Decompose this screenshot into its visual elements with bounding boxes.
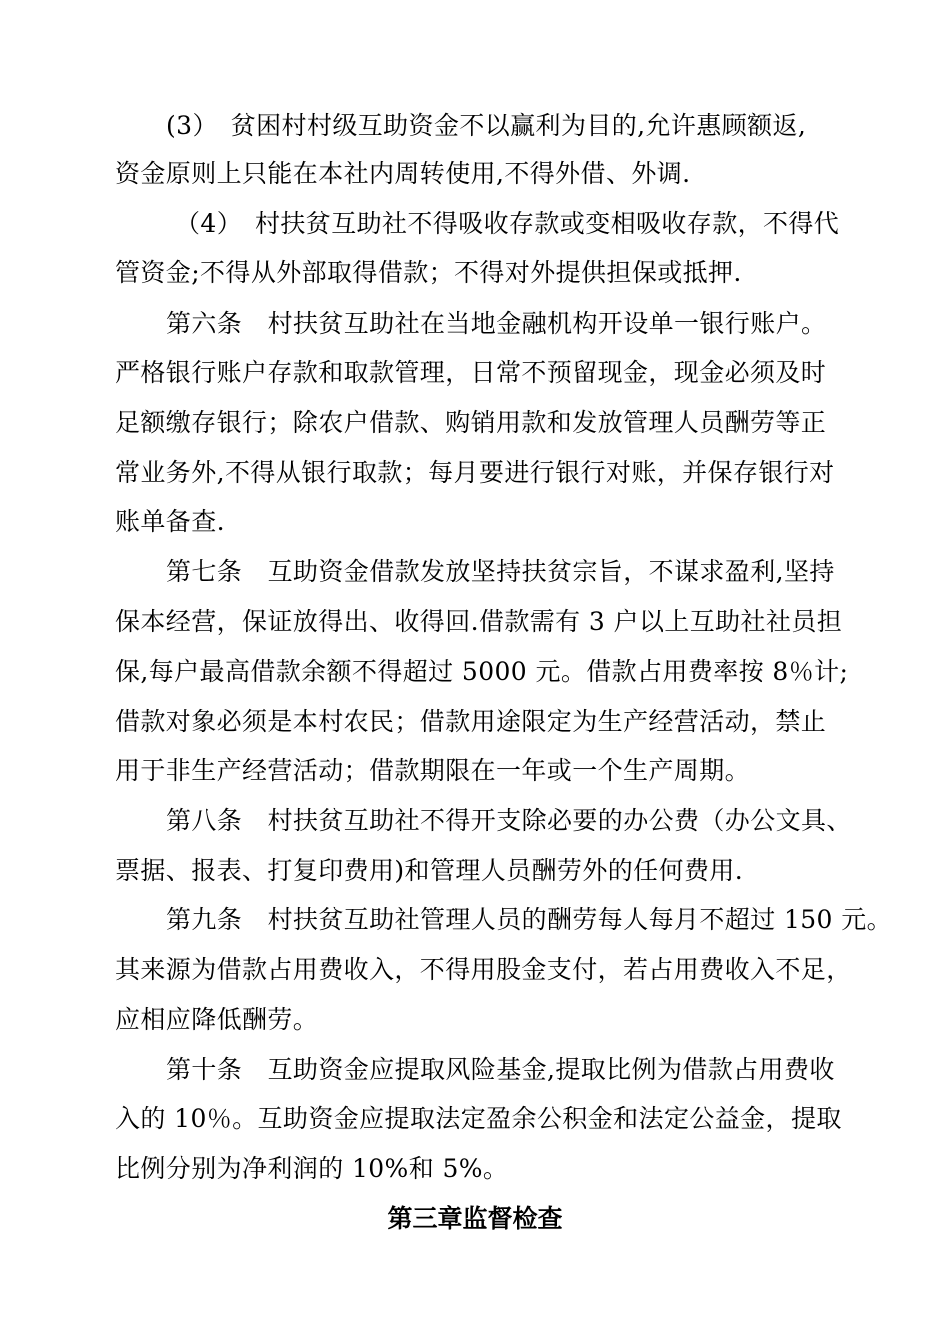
- text-line: 第八条 村扶贫互助社不得开支除必要的办公费（办公文具、: [166, 806, 852, 835]
- text-line: 比例分别为净利润的 10%和 5%。: [115, 1154, 509, 1183]
- text-line: 用于非生产经营活动；借款期限在一年或一个生产周期。: [115, 756, 751, 785]
- text-line: 常业务外,不得从银行取款；每月要进行银行对账，并保存银行对: [115, 458, 835, 487]
- text-line: 第六条 村扶贫互助社在当地金融机构开设单一银行账户。: [166, 309, 827, 338]
- text-line: 足额缴存银行；除农户借款、购销用款和发放管理人员酬劳等正: [115, 408, 827, 437]
- text-line: 账单备查.: [115, 507, 225, 536]
- text-line: 其来源为借款占用费收入，不得用股金支付，若占用费收入不足，: [115, 955, 852, 984]
- text-line: 严格银行账户存款和取款管理，日常不预留现金，现金必须及时: [115, 358, 827, 387]
- text-line: 保本经营，保证放得出、收得回.借款需有 3 户以上互助社社员担: [115, 607, 843, 636]
- text-line: 第七条 互助资金借款发放坚持扶贫宗旨，不谋求盈利,坚持: [166, 557, 835, 586]
- text-line: 资金原则上只能在本社内周转使用,不得外借、外调.: [115, 159, 691, 188]
- text-line: 应相应降低酬劳。: [115, 1005, 319, 1034]
- text-line: 票据、报表、打复印费用)和管理人员酬劳外的任何费用.: [115, 856, 744, 885]
- text-line: 第十条 互助资金应提取风险基金,提取比例为借款占用费收: [166, 1055, 835, 1084]
- chapter-heading: 第三章监督检查: [387, 1204, 563, 1233]
- text-line: 管资金;不得从外部取得借款；不得对外提供担保或抵押.: [115, 258, 742, 287]
- text-line: 保,每户最高借款余额不得超过 5000 元。借款占用费率按 8％计;: [115, 657, 849, 686]
- text-line: （4） 村扶贫互助社不得吸收存款或变相吸收存款，不得代: [175, 209, 840, 238]
- text-line: 借款对象必须是本村农民；借款用途限定为生产经营活动，禁止: [115, 707, 827, 736]
- text-line: 第九条 村扶贫互助社管理人员的酬劳每人每月不超过 150 元。: [166, 905, 893, 934]
- text-line: 入的 10％。互助资金应提取法定盈余公积金和法定公益金，提取: [115, 1104, 842, 1133]
- text-line: (3） 贫困村村级互助资金不以赢利为目的,允许惠顾额返,: [166, 111, 807, 140]
